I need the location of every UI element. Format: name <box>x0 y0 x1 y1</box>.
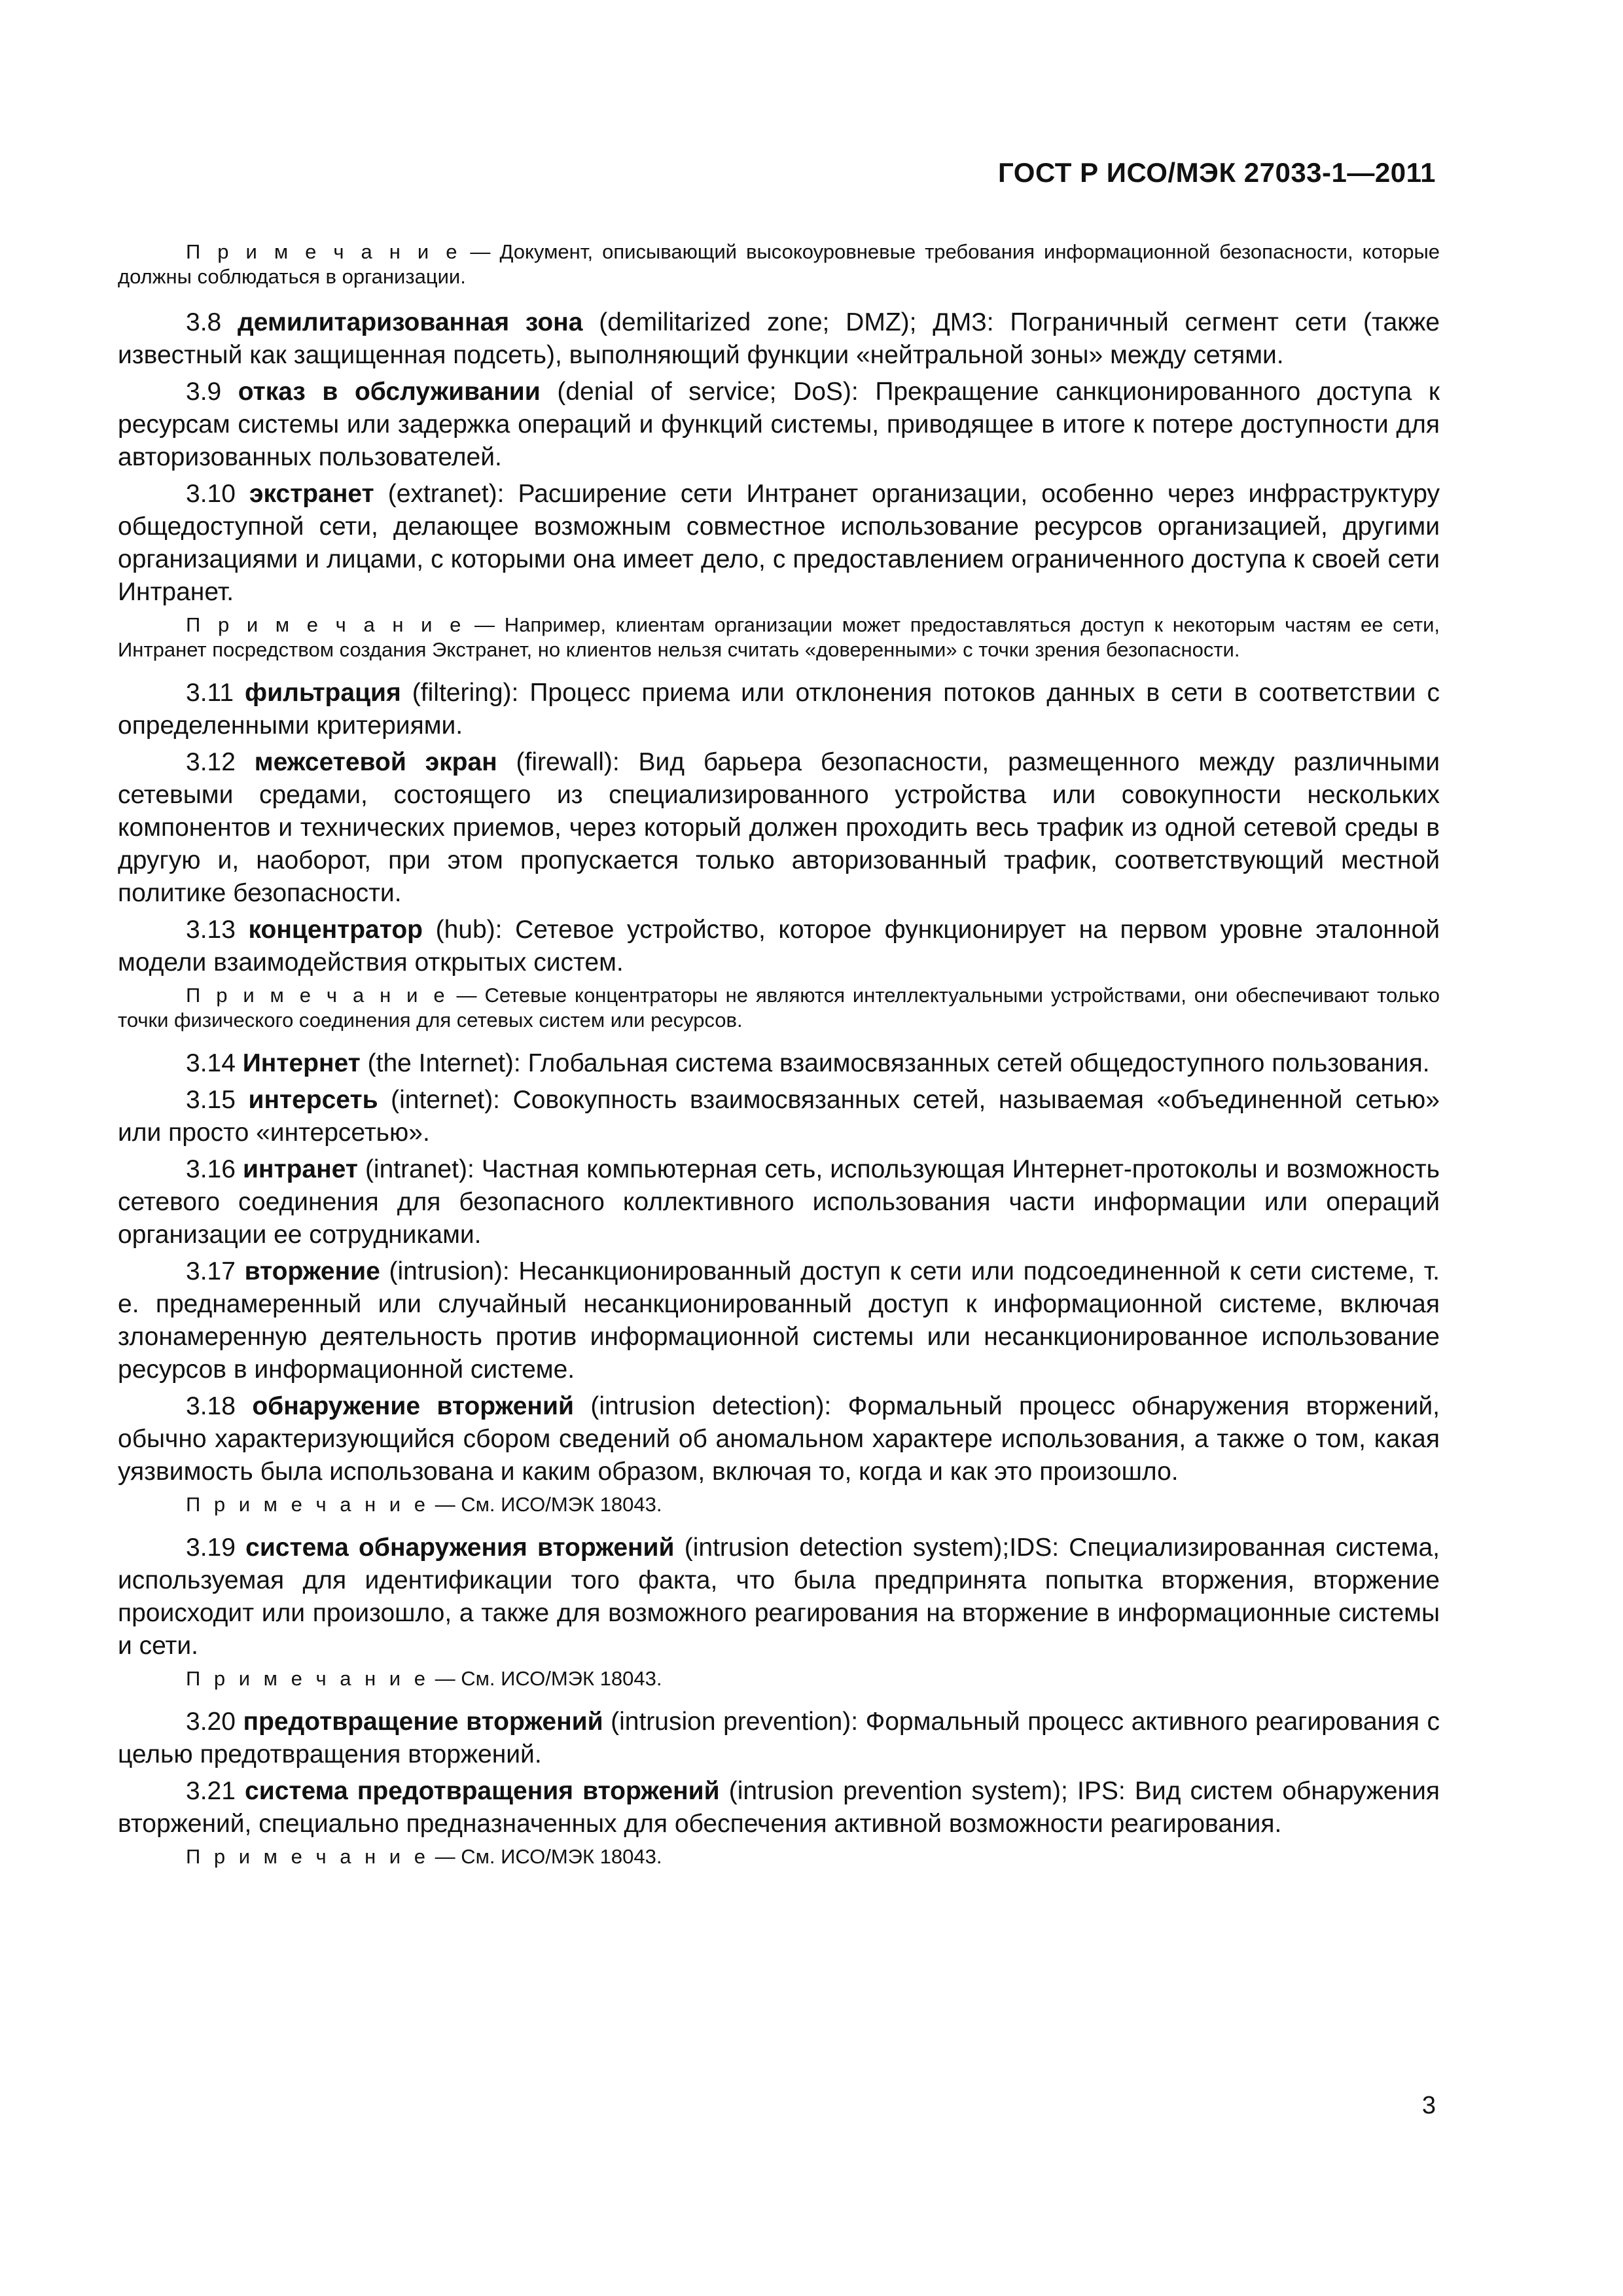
definition-3-11 <box>118 677 1440 742</box>
note-dash: — <box>429 1845 461 1868</box>
definition-3-13 <box>118 914 1440 979</box>
definition-term: концентратор <box>248 916 423 944</box>
definition-3-20 <box>118 1706 1440 1771</box>
note-paragraph <box>118 613 1440 662</box>
definition-term: вторжение <box>244 1257 380 1285</box>
definition-text: (the Internet): Глобальная система взаимосвязанных сетей общедоступного пользования. <box>360 1049 1430 1077</box>
definition-3-10 <box>118 478 1440 609</box>
definition-3-16 <box>118 1153 1440 1251</box>
definition-number: 3.15 <box>186 1086 249 1114</box>
definition-3-14 <box>118 1047 1440 1080</box>
definition-3-9 <box>118 376 1440 474</box>
definition-text: (intrusion prevention system); IPS: Вид систем обнаружения вторжений, специально предназначенных для обеспечения активной возможности реагирования. <box>118 1777 1440 1838</box>
definition-number: 3.13 <box>186 916 249 944</box>
note-text: См. ИСО/МЭК 18043. <box>461 1667 662 1690</box>
note-paragraph <box>118 1844 1440 1869</box>
definition-3-8 <box>118 306 1440 372</box>
definition-text: (denial of service; DoS): Прекращение санкционированного доступа к ресурсам системы или задержка операций и функций системы, приводящее в итоге к потере доступности для авторизованных пользователей. <box>118 378 1440 471</box>
definition-3-19 <box>118 1532 1440 1662</box>
definition-number: 3.17 <box>186 1257 245 1285</box>
note-label: П р и м е ч а н и е <box>186 1493 429 1516</box>
definition-text: (demilitarized zone; DMZ); ДМЗ: Пограничный сегмент сети (также известный как защищенная подсеть), выполняющий функции «нейтральной зоны» между сетями. <box>118 308 1440 369</box>
definition-term: межсетевой экран <box>254 748 497 776</box>
note-dash: — <box>461 240 500 263</box>
definition-number: 3.19 <box>186 1534 246 1562</box>
note-paragraph <box>118 240 1440 289</box>
note-text: Документ, описывающий высокоуровневые требования информационной безопасности, которые должны соблюдаться в организации. <box>118 240 1440 288</box>
note-label: П р и м е ч а н и е <box>186 984 449 1007</box>
definition-term: Интернет <box>242 1049 361 1077</box>
definition-3-12 <box>118 746 1440 910</box>
note-paragraph <box>118 1666 1440 1691</box>
document-header: ГОСТ Р ИСО/МЭК 27033-1—2011 <box>998 157 1436 188</box>
note-text: См. ИСО/МЭК 18043. <box>461 1493 662 1516</box>
definition-3-15 <box>118 1084 1440 1149</box>
definition-term: демилитаризованная зона <box>238 308 583 336</box>
definition-text: (filtering): Процесс приема или отклонения потоков данных в сети в соответствии с определенными критериями. <box>118 679 1440 740</box>
note-dash: — <box>465 613 505 636</box>
definition-number: 3.16 <box>186 1155 243 1183</box>
definition-3-17 <box>118 1255 1440 1386</box>
note-dash: — <box>429 1667 461 1690</box>
note-dash: — <box>448 984 485 1007</box>
definition-text: (intrusion detection): Формальный процесс обнаружения вторжений, обычно характеризующийся сбором сведений об аномальном характере использования, а также о том, какая уязвимость была использована и каким образом, включая то, когда и как это произошло. <box>118 1392 1440 1486</box>
definition-term: фильтрация <box>245 679 401 707</box>
note-label: П р и м е ч а н и е <box>186 613 465 636</box>
note-paragraph <box>118 983 1440 1033</box>
definition-term: интранет <box>242 1155 358 1183</box>
document-body <box>118 237 1440 1884</box>
definition-number: 3.8 <box>186 308 238 336</box>
definition-text: (intrusion detection system);IDS: Специализированная система, используемая для идентификации того факта, что была предпринята попытка вторжения, вторжение происходит или произошло, а также для возможного реагирования на вторжение в информационные системы и сети. <box>118 1534 1440 1660</box>
definition-term: экстранет <box>249 480 374 508</box>
note-label: П р и м е ч а н и е <box>186 1667 429 1690</box>
note-text: Например, клиентам организации может предоставляться доступ к некоторым частям ее сети, Интранет посредством создания Экстранет, но клиентов нельзя считать «доверенными» с точки зрения безопасности. <box>118 613 1440 661</box>
definition-number: 3.20 <box>186 1708 243 1736</box>
note-label: П р и м е ч а н и е <box>186 240 461 263</box>
definition-term: обнаружение вторжений <box>252 1392 574 1420</box>
definition-term: отказ в обслуживании <box>238 378 541 406</box>
definition-3-18 <box>118 1390 1440 1488</box>
definition-number: 3.12 <box>186 748 255 776</box>
definition-number: 3.18 <box>186 1392 253 1420</box>
definition-number: 3.9 <box>186 378 238 406</box>
definition-3-21 <box>118 1775 1440 1840</box>
note-label: П р и м е ч а н и е <box>186 1845 429 1868</box>
definition-term: интерсеть <box>248 1086 378 1114</box>
definition-text: (firewall): Вид барьера безопасности, размещенного между различными сетевыми средами, состоящего из специализированного устройства или совокупности нескольких компонентов и технических приемов, через который должен проходить весь трафик из одной сетевой среды в другую и, наоборот, при этом пропускается только авторизованный трафик, соответствующий местной политике безопасности. <box>118 748 1440 907</box>
definition-number: 3.21 <box>186 1777 245 1805</box>
definition-number: 3.14 <box>186 1049 243 1077</box>
definition-term: система обнаружения вторжений <box>245 1534 675 1562</box>
definition-text: (hub): Сетевое устройство, которое функционирует на первом уровне эталонной модели взаимодействия открытых систем. <box>118 916 1440 977</box>
definition-text: (internet): Совокупность взаимосвязанных сетей, называемая «объединенной сетью» или просто «интерсетью». <box>118 1086 1440 1147</box>
definition-number: 3.11 <box>186 679 245 707</box>
note-text: Сетевые концентраторы не являются интеллектуальными устройствами, они обеспечивают только точки физического соединения для сетевых систем или ресурсов. <box>118 984 1440 1031</box>
definition-number: 3.10 <box>186 480 249 508</box>
note-text: См. ИСО/МЭК 18043. <box>461 1845 662 1868</box>
definition-text: (intrusion): Несанкционированный доступ к сети или подсоединенной к сети системе, т. е. преднамеренный или случайный несанкционированный доступ к информационной системе, включая злонамеренную деятельность против информационной системы или несанкционированное использование ресурсов в информационной системе. <box>118 1257 1440 1384</box>
definition-text: (extranet): Расширение сети Интранет организации, особенно через инфраструктуру общедоступной сети, делающее возможным совместное использование ресурсов организацией, другими организациями и лицами, с которыми она имеет дело, с предоставлением ограниченного доступа к своей сети Интранет. <box>118 480 1440 606</box>
definition-text: (intranet): Частная компьютерная сеть, использующая Интернет-протоколы и возможность сетевого соединения для безопасного коллективного использования части информации или операций организации ее сотрудниками. <box>118 1155 1440 1249</box>
definition-term: система предотвращения вторжений <box>245 1777 720 1805</box>
definition-term: предотвращение вторжений <box>243 1708 603 1736</box>
definition-text: (intrusion prevention): Формальный процесс активного реагирования с целью предотвращения вторжений. <box>118 1708 1440 1768</box>
note-paragraph <box>118 1492 1440 1517</box>
page-number: 3 <box>1421 2092 1436 2119</box>
note-dash: — <box>429 1493 461 1516</box>
